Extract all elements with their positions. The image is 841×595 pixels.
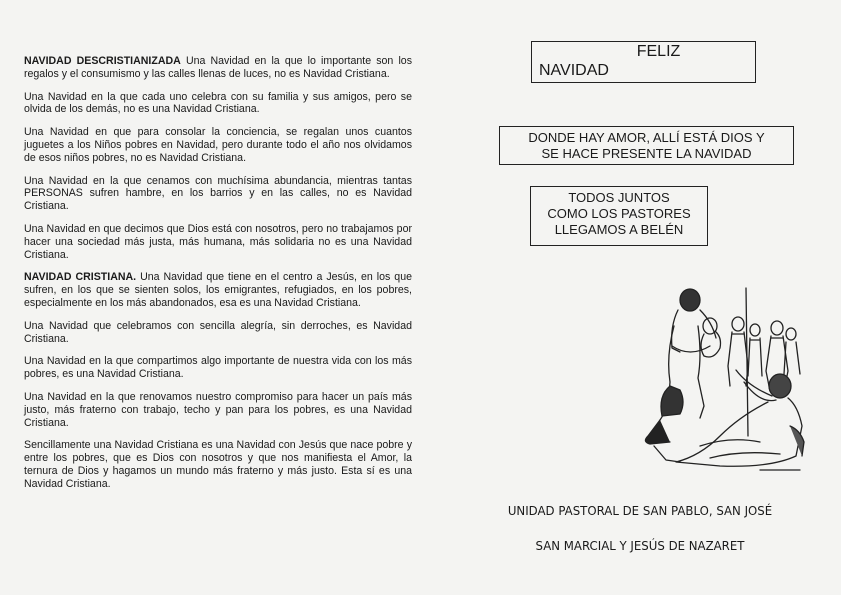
paragraph-4: Una Navidad en la que cenamos con muchísima abundancia, mientras tantas PERSONAS sufren hambre, en los barrios y en las calles, no es Navidad Cristiana. <box>24 174 412 213</box>
paragraph-7: Una Navidad que celebramos con sencilla alegría, sin derroches, es Navidad Cristiana. <box>24 319 412 345</box>
todos-juntos-box <box>530 186 708 246</box>
paragraph-8: Una Navidad en la que compartimos algo importante de nuestra vida con los más pobres, es una Navidad Cristiana. <box>24 355 412 381</box>
donde-line-1: DONDE HAY AMOR, ALLÍ ESTÁ DIOS Y <box>528 130 765 145</box>
paragraph-10: Sencillamente una Navidad Cristiana es una Navidad con Jesús que nace pobre y entre los pobres, que es Dios con nosotros y que nos manifiesta el Amor, la ternura de Dios y hagamos un mundo más fraterno y más justo. Esta sí es una Navidad Cristiana. <box>24 439 412 490</box>
heading-navidad-cristiana: NAVIDAD CRISTIANA. <box>24 271 137 284</box>
feliz-navidad-box <box>531 41 756 83</box>
paragraph-text: Una Navidad que tiene en el centro a Jesús, en los que sufren, en los que se sienten solos, los emigrantes, refugiados, en los pobres, especialmente en los más abandonados, esa es una Navidad Cristiana. <box>24 271 412 309</box>
heading-navidad-descristianizada: NAVIDAD DESCRISTIANIZADA <box>24 55 181 67</box>
paragraph-3: Una Navidad en que para consolar la conciencia, se regalan unos cuantos juguetes a los Niños pobres en Navidad, pero durante todo el año nos olvidamos de esos niños pobres, no es Navidad Cristiana. <box>24 126 412 164</box>
paragraph-text: Una Navidad en la que lo importante son los regalos y el consumismo y las calles llenas de luces, no es Navidad Cristiana. <box>24 55 412 80</box>
navidad-text: NAVIDAD <box>539 62 609 79</box>
paragraph-9: Una Navidad en la que renovamos nuestro compromiso para hacer un país más justo, más fraterno con trabajo, techo y pan para los pobres, es una Navidad Cristiana. <box>24 390 412 429</box>
paragraph-2: Una Navidad en la que cada uno celebra con su familia y sus amigos, pero se olvida de los demás, no es una Navidad Cristiana. <box>24 90 412 116</box>
left-column <box>24 55 412 501</box>
todos-line-2: COMO LOS PASTORES <box>547 206 691 221</box>
feliz-text: FELIZ <box>636 43 681 60</box>
todos-line-1: TODOS JUNTOS <box>568 190 670 205</box>
parish-unit-line-2: SAN MARCIAL Y JESÚS DE NAZARET <box>535 538 745 553</box>
donde-hay-amor-box <box>499 126 794 165</box>
parish-unit-line-1: UNIDAD PASTORAL DE SAN PABLO, SAN JOSÉ <box>507 503 773 518</box>
donde-line-2: SE HACE PRESENTE LA NAVIDAD <box>541 146 752 161</box>
paragraph-navidad-cristiana <box>24 271 412 309</box>
paragraph-navidad-descristianizada <box>24 55 412 81</box>
paragraph-5: Una Navidad en que decimos que Dios está con nosotros, pero no trabajamos por hacer una sociedad más justa, más humana, más solidaria no es una Navidad Cristiana. <box>24 222 412 261</box>
nativity-drawing <box>640 286 815 476</box>
todos-line-3: LLEGAMOS A BELÉN <box>554 222 684 237</box>
